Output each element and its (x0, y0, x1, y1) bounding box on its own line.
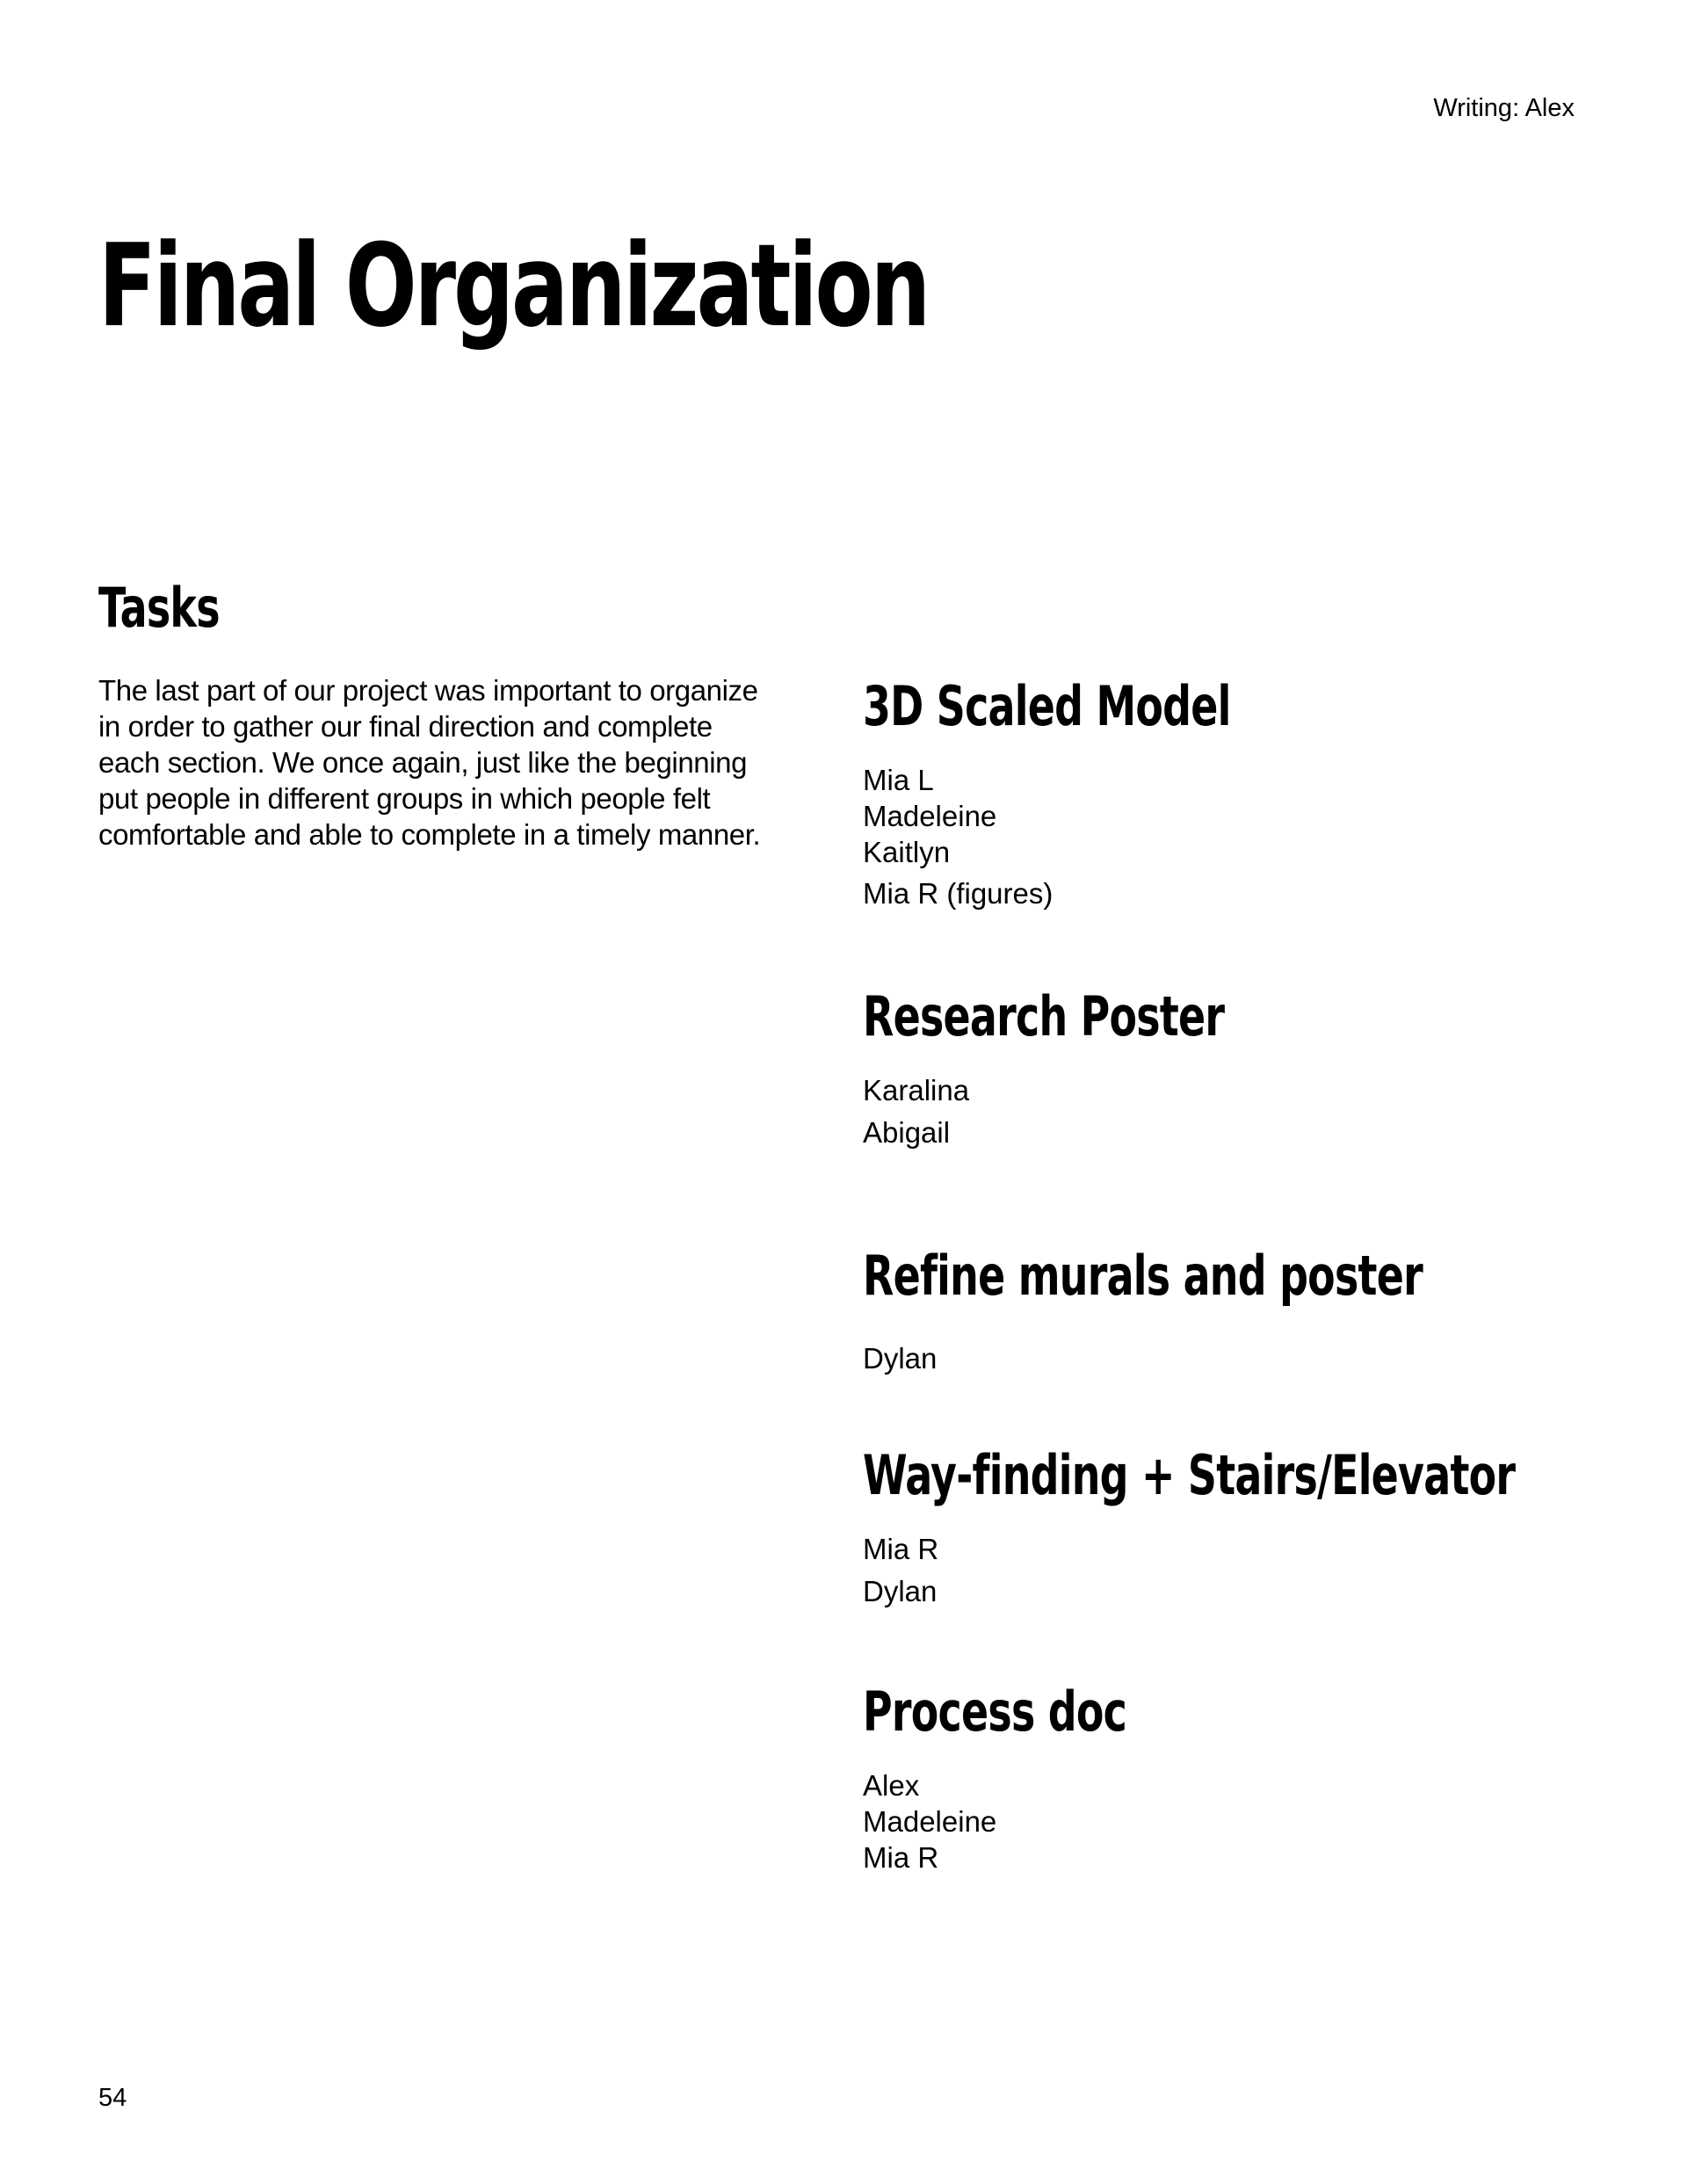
section-heading: Research Poster (863, 984, 1225, 1048)
section-research-poster (863, 985, 1636, 1150)
member-name: Alex (863, 1769, 920, 1802)
section-refine-murals-and-poster (863, 1244, 1636, 1376)
member-name: Madeleine (863, 800, 997, 832)
section-3d-scaled-model (863, 675, 1636, 911)
intro-line: in order to gather our final direction and complete (98, 710, 713, 743)
section-heading: Process doc (863, 1680, 1127, 1744)
member-name: Mia L (863, 764, 934, 796)
section-heading: Refine murals and poster (863, 1244, 1423, 1308)
member-list (863, 1340, 1636, 1376)
intro-line: each section. We once again, just like the beginning (98, 746, 748, 779)
member-name: Mia R (863, 1533, 939, 1565)
member-name: Dylan (863, 1342, 938, 1375)
member-name: Dylan (863, 1575, 938, 1607)
member-name: Mia R (figures) (863, 877, 1053, 910)
tasks-heading: Tasks (98, 576, 220, 640)
intro-line: put people in different groups in which people felt (98, 782, 711, 815)
member-name: Karalina (863, 1074, 970, 1107)
member-list (863, 1072, 1636, 1150)
intro-line: comfortable and able to complete in a timely manner. (98, 818, 761, 851)
member-list (863, 762, 1636, 911)
page-number: 54 (98, 2084, 127, 2112)
section-heading: Way-finding + Stairs/Elevator (863, 1443, 1516, 1507)
page-title: Final Organization (98, 219, 929, 352)
section-process-doc (863, 1680, 1636, 1876)
member-name: Madeleine (863, 1805, 997, 1838)
member-list (863, 1531, 1636, 1609)
member-list (863, 1767, 1636, 1876)
section-heading: 3D Scaled Model (863, 674, 1231, 738)
member-name: Kaitlyn (863, 836, 951, 868)
member-name: Abigail (863, 1116, 951, 1149)
intro-line: The last part of our project was important to organize (98, 674, 758, 707)
writing-credit: Writing: Alex (1433, 94, 1575, 122)
section-way-finding-stairs-elevator (863, 1444, 1636, 1609)
tasks-intro-paragraph (98, 672, 793, 853)
member-name: Mia R (863, 1841, 939, 1874)
